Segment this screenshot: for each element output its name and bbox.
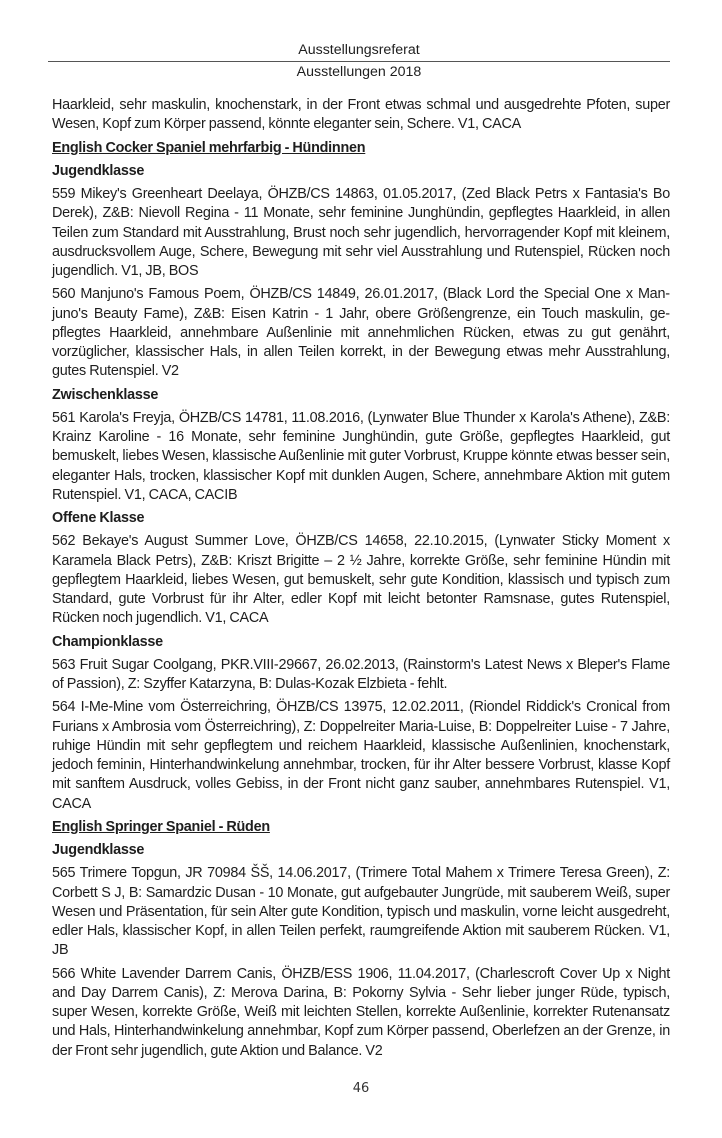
report-body (52, 96, 670, 1065)
entry-paragraph: 564 I-Me-Mine vom Österreichring, ÖHZB/CS 13975, 12.02.2011, (Riondel Riddick's Cronical from Furians x Ambrosia vom Österreichring), Z: Doppelreiter Maria-Luise, B: Doppelreiter Luise - 7 Jahre, ruhige Hündin mit sehr gepflegtem und reichem Haarkleid, klassische Außenlinien, knochenstark, jedoch feminin, Hinterhandwinkelung annehmbar, trocken, für ihr Alter bessere Vorbrust, klasse Kopf mit sanftem Ausdruck, volles Gebiss, in der Front nicht ganz sauber, annehmbares Rutenspiel. V1, CACA (52, 699, 670, 812)
page-bottom-spacer (52, 1065, 670, 1081)
page-header (48, 41, 670, 81)
class-section (52, 841, 670, 1061)
class-heading: Championklasse (52, 633, 163, 650)
entry-paragraph: 559 Mikey's Greenheart Deelaya, ÖHZB/CS 14863, 01.05.2017, (Zed Black Petrs x Fantasia's Bo Derek), Z&B: Nievoll Regina - 11 Monate, sehr feminine Junghündin, gepflegtes Haarkleid, in allen Teilen zum Standard mit Ausstrahlung, Brust noch sehr jugendlich, hervorragender Kopf mit kleinem, ausdrucksvollem Auge, Schere, Bewegung mit sehr viel Ausstrahlung und Rutenspiel, Rücken noch jugendlich. V1, JB, BOS (52, 186, 670, 279)
class-heading: Jugendklasse (52, 842, 145, 858)
class-section (52, 162, 670, 382)
breed-section (52, 818, 670, 1061)
entry-paragraph: 560 Manjuno's Famous Poem, ÖHZB/CS 14849, 26.01.2017, (Black Lord the Special One x Manjuno's Beauty Fame), Z&B: Eisen Katrin - 1 Jahr, obere Größengrenze, ein Touch maskulin, gepflegtes Haarkleid, annehmbare Außenlinie mit annehmlichen Rücken, etwas zu gut genährt, vorzüglicher, klassischer Hals, in allen Teilen korrekt, in der Bewegung etwas mehr Ausstrahlung, gutes Rutenspiel. V2 (52, 286, 670, 380)
continuation-paragraph: Haarkleid, sehr maskulin, knochenstark, in der Front etwas schmal und ausgedrehte Pfoten, super Wesen, Kopf zum Körper passend, könnte eleganter sein, Schere. V1, CACA (52, 97, 670, 133)
class-heading: Jugendklasse (52, 162, 145, 179)
breed-heading: English Cocker Spaniel mehrfarbig - Hündinnen (52, 139, 366, 156)
entry-paragraph: 566 White Lavender Darrem Canis, ÖHZB/ESS 1906, 11.04.2017, (Charlescroft Cover Up x Night and Day Darrem Canis), Z: Merova Darina, B: Pokorny Sylvia - Sehr lieber junger Rüde, typisch, super Wesen, korrekte Größe, Weiß mit leichten Stellen, korrekte Außenlinie, korrekter Rutenansatz und Hals, Hinterhandwinkelung annehmbar, Kopf zum Körper passend, Oberlefzen an der Grenze, in der Front sehr jugendlich, gute Aktion und Balance. V2 (52, 965, 670, 1059)
class-section (52, 633, 670, 814)
class-section (52, 386, 670, 506)
class-section (52, 509, 670, 629)
breed-heading: English Springer Spaniel - Rüden (52, 818, 270, 835)
entry-paragraph: 565 Trimere Topgun, JR 70984 ŠŠ, 14.06.2017, (Trimere Total Mahem x Trimere Teresa Green), Z: Corbett S J, B: Samardzic Dusan - 10 Monate, gut aufgebauter Jungrüde, mit sauberem Weiß, super Wesen und Präsentation, für sein Alter gute Kondition, typisch und maskulin, vorne leicht ausgedreht, edler Hals, klassischer Kopf, in allen Teilen perfekt, raumgreifende Aktion mit sauberem Rücken. V1, JB (52, 865, 670, 959)
class-heading: Zwischenklasse (52, 386, 159, 403)
header-title: Ausstellungsreferat (298, 42, 420, 58)
page-number: 46 (352, 1080, 370, 1096)
header-subtitle: Ausstellungen 2018 (296, 64, 422, 80)
breed-section (52, 139, 670, 814)
header-divider (48, 61, 670, 62)
entry-paragraph: 562 Bekaye's August Summer Love, ÖHZB/CS 14658, 22.10.2015, (Lynwater Sticky Moment x Karamela Black Petrs), Z&B: Kriszt Brigitte – 2 ½ Jahre, korrekte Größe, sehr feminine Hündin mit gepflegtem Haarkleid, liebes Wesen, gut bemuskelt, sehr gute Kondition, klassisch und typisch zum Standard, gute Vorbrust für ihr Alter, edler Kopf mit leicht betonter Ramsnase, gutes Rutenspiel, Rücken noch jugendlich. V1, CACA (52, 533, 670, 627)
class-heading: Offene Klasse (52, 510, 145, 526)
entry-paragraph: 563 Fruit Sugar Coolgang, PKR.VIII-29667, 26.02.2013, (Rainstorm's Latest News x Bleper's Flame of Passion), Z: Szyffer Katarzyna, B: Dulas-Kozak Elzbieta - fehlt. (52, 656, 670, 692)
entry-paragraph: 561 Karola's Freyja, ÖHZB/CS 14781, 11.08.2016, (Lynwater Blue Thunder x Karola's Athene), Z&B: Krainz Karoline - 16 Monate, sehr feminine Junghündin, gute Größe, gepflegtes Haarkleid, gut bemuskelt, liebes Wesen, klassische Außenlinie mit guter Vorbrust, Kruppe könnte etwas besser sein, eleganter Hals, trocken, klassischer Kopf mit dunklen Augen, Schere, annehmbare Aktion mit gutem Rutenspiel. V1, CACA, CACIB (52, 409, 670, 503)
